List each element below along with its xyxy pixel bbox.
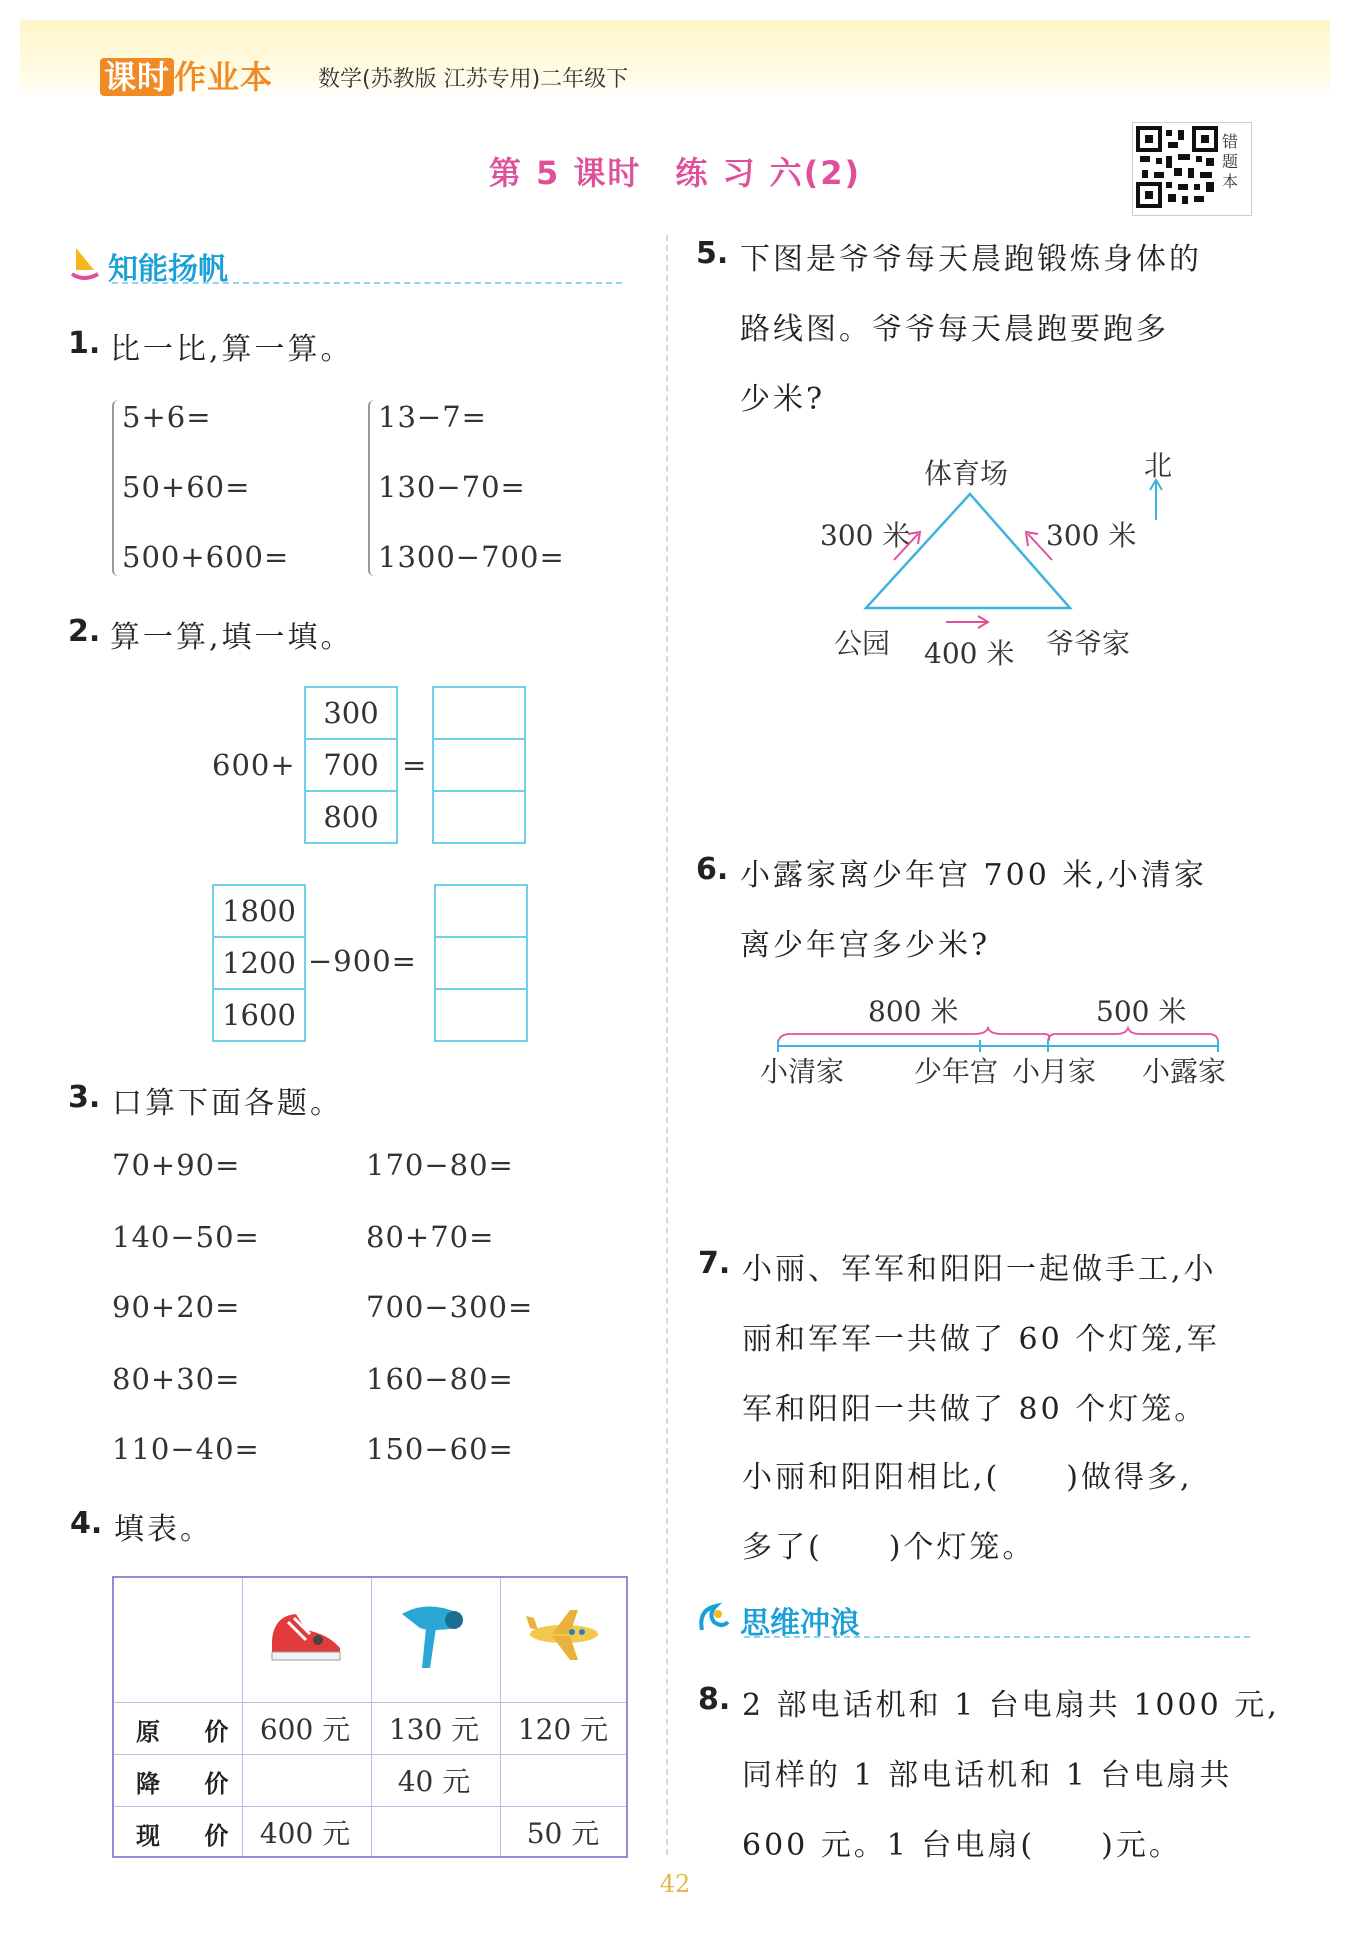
segment-label: 500 米 — [1096, 995, 1187, 1028]
toy-plane-icon — [524, 1606, 604, 1666]
equals-sign: = — [402, 748, 428, 782]
table-cell: 50 元 — [526, 1817, 600, 1850]
value-cell: 300 — [304, 686, 398, 740]
answer-box[interactable] — [432, 790, 526, 844]
north-arrow-icon — [1148, 476, 1164, 520]
page-number: 42 — [659, 1870, 691, 1898]
question-number: 5. — [696, 236, 729, 271]
column-divider — [666, 235, 668, 1855]
table-cell: 400 元 — [259, 1817, 351, 1850]
question-text-line: 丽和军军一共做了 60 个灯笼,军 — [742, 1322, 1220, 1357]
question-text-line: 同样的 1 部电话机和 1 台电扇共 — [742, 1758, 1233, 1793]
place-label: 少年宫 — [914, 1055, 999, 1088]
question-text-line: 小丽和阳阳相比,( )做得多, — [742, 1460, 1193, 1495]
qr-code-icon[interactable] — [1136, 126, 1218, 208]
question-number: 1. — [68, 326, 101, 361]
question-text-line: 600 元。1 台电扇( )元。 — [742, 1828, 1182, 1863]
diagram-label-stadium: 体育场 — [924, 457, 1009, 490]
table-cell: 120 元 — [517, 1713, 609, 1746]
question-text-line: 路线图。爷爷每天晨跑要跑多 — [740, 312, 1169, 347]
answer-box[interactable] — [434, 936, 528, 990]
expression: 110−40= — [112, 1432, 260, 1466]
question-number: 8. — [698, 1682, 731, 1717]
section-heading-zhineng: 知能扬帆 — [108, 252, 228, 287]
table-row-header: 原 价 — [136, 1718, 247, 1746]
expression: 140−50= — [112, 1220, 260, 1254]
value-cell: 800 — [304, 790, 398, 844]
arrow-right-icon — [944, 614, 990, 630]
section-underline — [744, 1636, 1250, 1638]
diagram-label-north: 北 — [1144, 449, 1173, 482]
page-title: 第 5 课时 练 习 六(2) — [488, 154, 862, 192]
expression: 80+70= — [366, 1220, 495, 1254]
expression: 700−300= — [366, 1290, 534, 1324]
diagram-label-distance: 300 米 — [1046, 519, 1137, 552]
brand-logo — [100, 52, 273, 98]
question-text: 填表。 — [114, 1512, 213, 1547]
table-cell-blank[interactable] — [241, 1760, 369, 1800]
question-text-line: 军和阳阳一共做了 80 个灯笼。 — [742, 1392, 1208, 1427]
question-number: 4. — [70, 1506, 103, 1541]
question-text-line: 多了( )个灯笼。 — [742, 1530, 1036, 1565]
question-number: 2. — [68, 614, 101, 649]
diagram-label-distance: 300 米 — [820, 519, 911, 552]
question-text-line: 下图是爷爷每天晨跑锻炼身体的 — [740, 242, 1202, 277]
brand-logo-text: 作业本 — [174, 58, 274, 96]
value-cell: 700 — [304, 738, 398, 792]
diagram-label-park: 公园 — [834, 627, 891, 660]
question-text: 口算下面各题。 — [112, 1086, 343, 1121]
segment-label: 800 米 — [868, 995, 959, 1028]
expression: 130−70= — [378, 470, 526, 504]
place-label: 小月家 — [1012, 1055, 1097, 1088]
question-text-line: 离少年宫多少米? — [740, 928, 991, 963]
table-cell-blank[interactable] — [370, 1812, 498, 1852]
question-text-line: 小丽、军军和阳阳一起做手工,小 — [742, 1252, 1217, 1287]
brace-left — [112, 400, 122, 576]
qr-label: 错题本 — [1222, 132, 1239, 191]
question-text-line: 小露家离少年宫 700 米,小清家 — [740, 858, 1207, 893]
question-text-line: 少米? — [740, 382, 826, 417]
table-row-header: 现 价 — [136, 1822, 247, 1850]
table-row-header: 降 价 — [136, 1770, 247, 1798]
expression: 150−60= — [366, 1432, 514, 1466]
section-underline — [112, 282, 622, 284]
question-number: 7. — [698, 1246, 731, 1281]
expression: 160−80= — [366, 1362, 514, 1396]
expression: 500+600= — [122, 540, 290, 574]
brace-right — [368, 400, 378, 576]
expression: 80+30= — [112, 1362, 241, 1396]
question-text-line: 2 部电话机和 1 台电扇共 1000 元, — [742, 1688, 1280, 1723]
expression: 1300−700= — [378, 540, 565, 574]
arrow-up-left-icon — [1020, 528, 1056, 564]
diagram-label-home: 爷爷家 — [1046, 627, 1131, 660]
wave-icon — [696, 1600, 730, 1636]
place-label: 小露家 — [1142, 1055, 1227, 1088]
table-row-line — [114, 1806, 626, 1807]
expression: 170−80= — [366, 1148, 514, 1182]
question-text: 算一算,填一填。 — [110, 620, 354, 655]
answer-box[interactable] — [434, 884, 528, 938]
expression: 50+60= — [122, 470, 251, 504]
value-cell: 1600 — [212, 988, 306, 1042]
diagram-label-distance: 400 米 — [924, 637, 1015, 670]
place-label: 小清家 — [760, 1055, 845, 1088]
value-cell: 1200 — [212, 936, 306, 990]
arrow-up-right-icon — [890, 528, 926, 564]
table-row-line — [114, 1702, 626, 1703]
table-cell: 40 元 — [397, 1765, 471, 1798]
subtraction-tail: −900= — [308, 944, 417, 978]
sail-icon — [70, 246, 100, 282]
question-text: 比一比,算一算。 — [110, 332, 354, 367]
answer-box[interactable] — [432, 686, 526, 740]
table-cell-blank[interactable] — [499, 1760, 627, 1800]
expression: 5+6= — [122, 400, 212, 434]
question-number: 6. — [696, 852, 729, 887]
expression: 70+90= — [112, 1148, 241, 1182]
addend-label: 600+ — [212, 748, 296, 782]
brand-logo-mark: 课时 — [100, 58, 174, 96]
expression: 90+20= — [112, 1290, 241, 1324]
table-cell: 600 元 — [259, 1713, 351, 1746]
expression: 13−7= — [378, 400, 487, 434]
answer-box[interactable] — [432, 738, 526, 792]
table-cell: 130 元 — [388, 1713, 480, 1746]
shoe-icon — [266, 1600, 346, 1670]
section-heading-siwei: 思维冲浪 — [740, 1606, 860, 1641]
answer-box[interactable] — [434, 988, 528, 1042]
table-row-line — [114, 1754, 626, 1755]
book-subtitle: 数学(苏教版 江苏专用)二年级下 — [318, 67, 629, 92]
value-cell: 1800 — [212, 884, 306, 938]
question-number: 3. — [68, 1080, 101, 1115]
hair-dryer-icon — [396, 1598, 466, 1674]
